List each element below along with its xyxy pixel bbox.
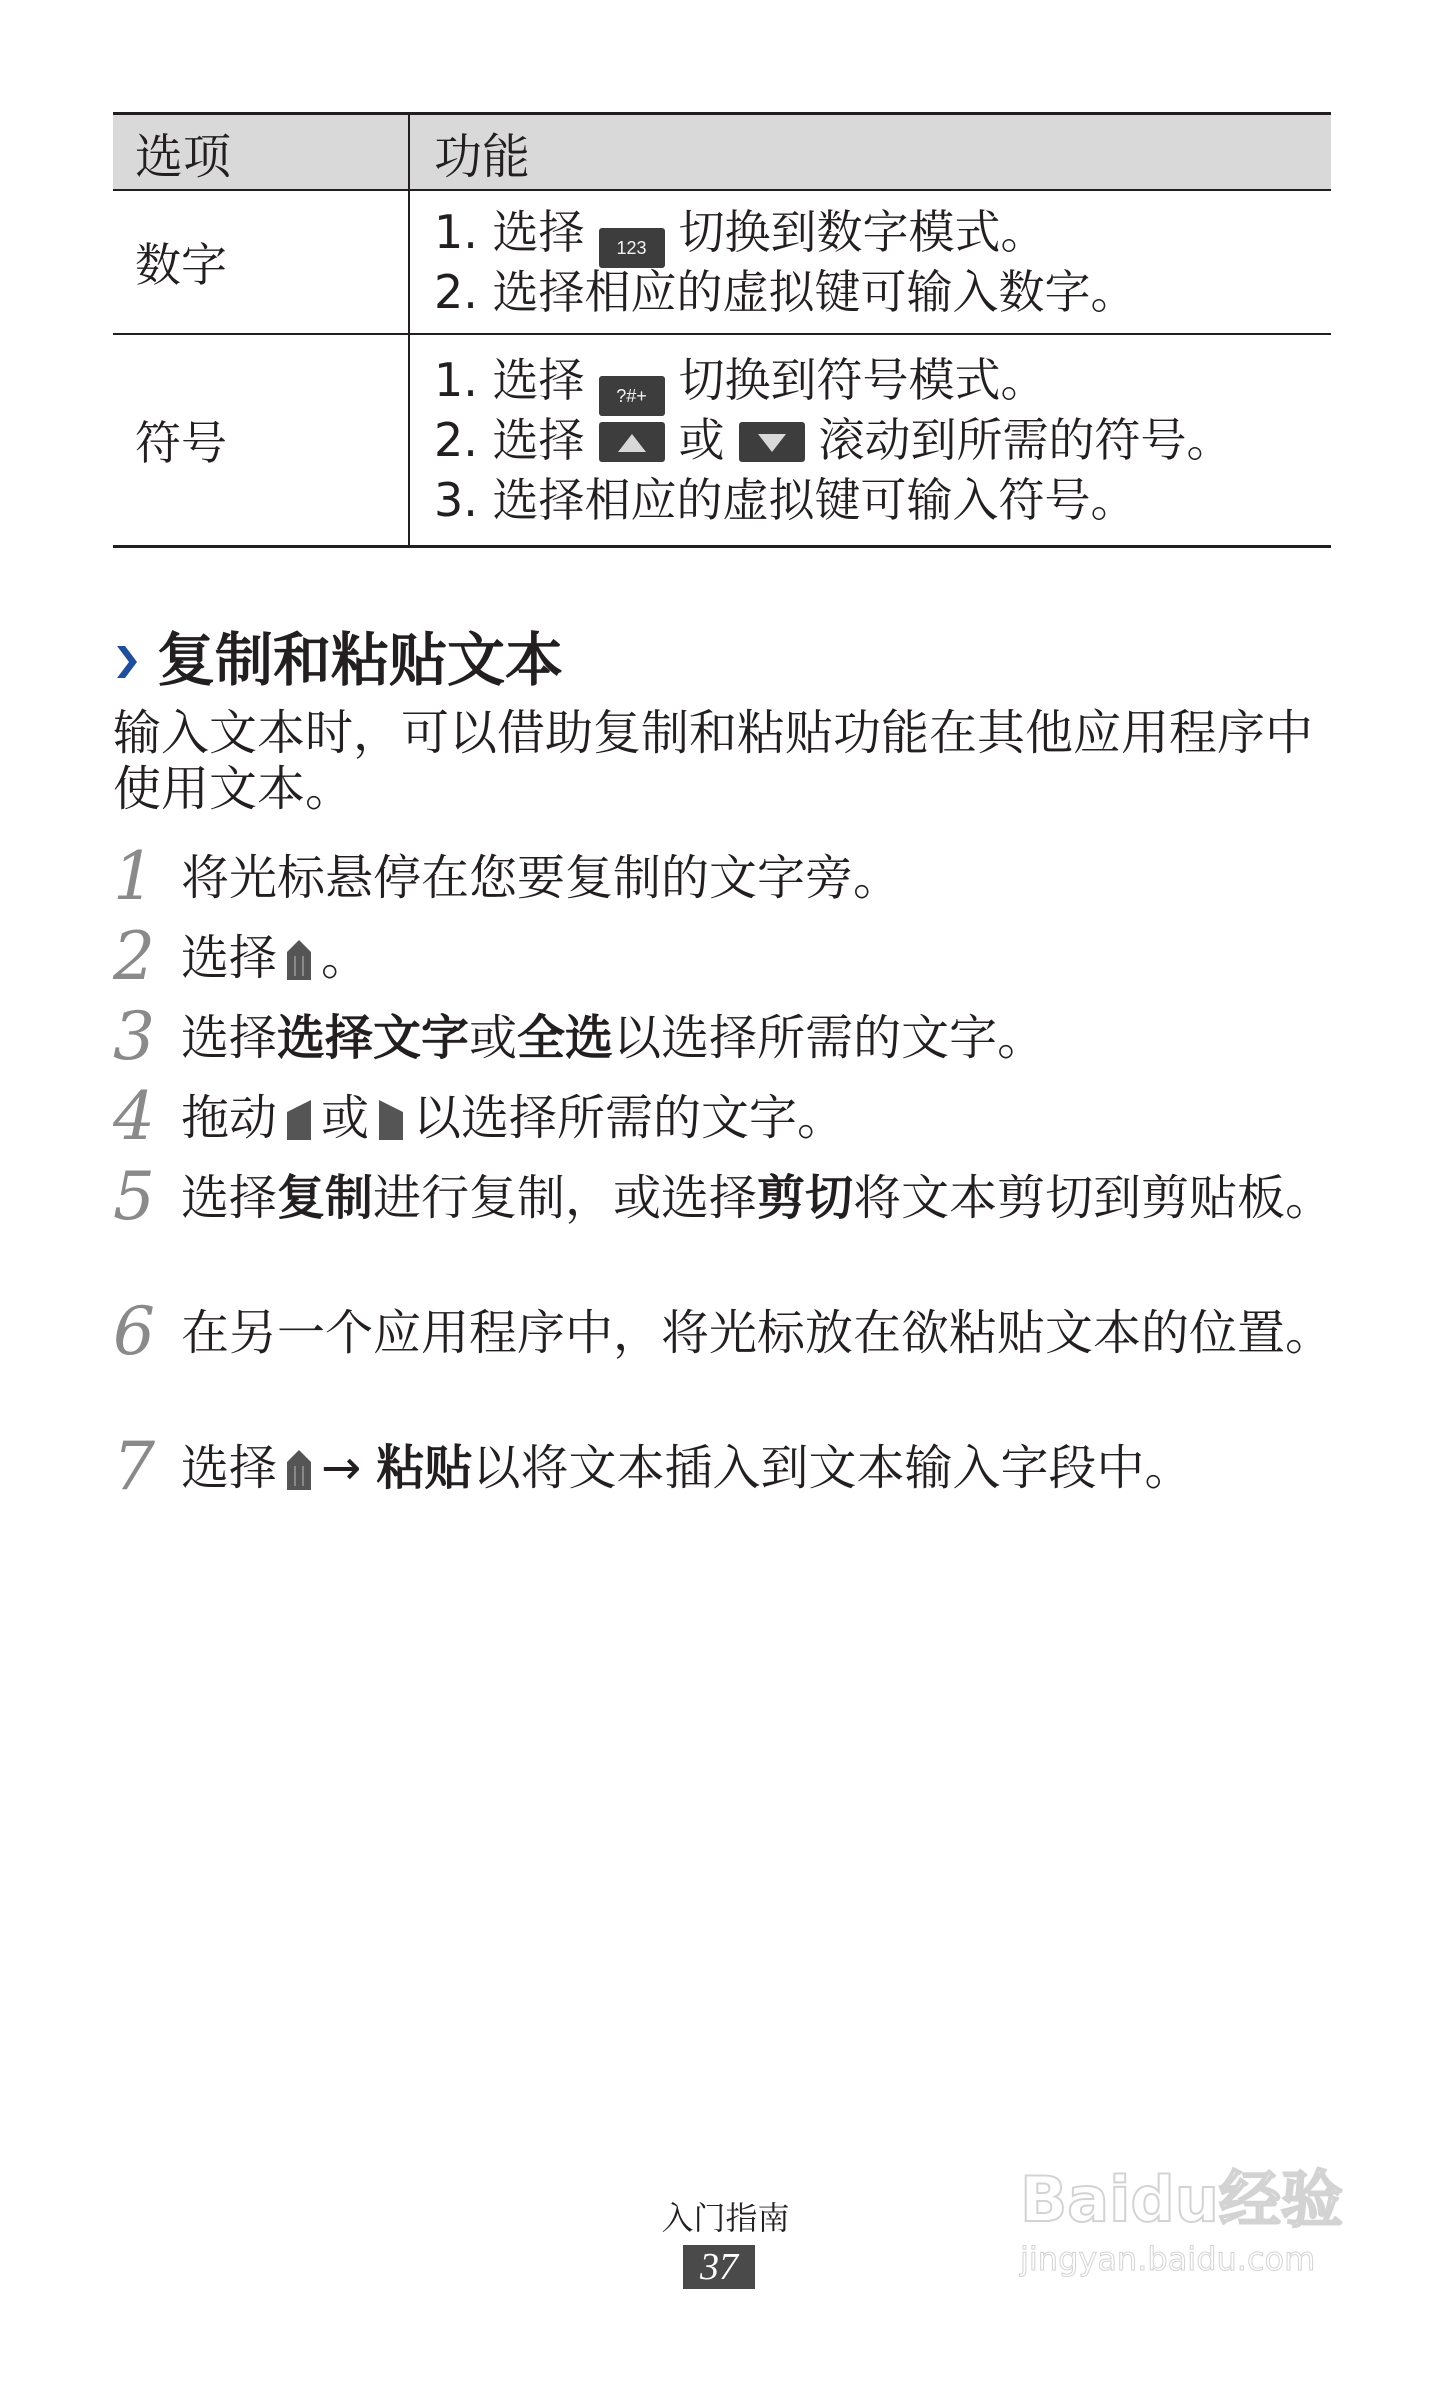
step-number: 1 xyxy=(113,838,155,915)
step-number: 3 xyxy=(113,998,155,1075)
cursor-handle-icon xyxy=(285,1448,313,1492)
table-header-row xyxy=(113,114,1331,191)
step-number: 7 xyxy=(113,1428,155,1505)
instruction-line xyxy=(434,202,1331,262)
ui-term: 粘贴 xyxy=(376,1440,473,1496)
step-text: 选择 → 粘贴以将文本插入到文本输入字段中。 xyxy=(181,1440,1193,1496)
step-number: 2 xyxy=(113,918,155,995)
watermark-logo: Baidu经验 xyxy=(1020,2163,1343,2236)
section-intro: 输入文本时，可以借助复制和粘贴功能在其他应用程序中使用文本。 xyxy=(113,705,1314,817)
right-selection-handle-icon xyxy=(377,1098,405,1142)
options-table xyxy=(113,112,1331,548)
cursor-handle-icon xyxy=(285,938,313,982)
ui-term: 复制 xyxy=(277,1170,374,1226)
scroll-up-key-icon xyxy=(599,422,665,462)
step-text: 将光标悬停在您要复制的文字旁。 xyxy=(181,850,902,906)
watermark-url: jingyan.baidu.com xyxy=(1020,2240,1316,2278)
instruction-text: 2. 选择 xyxy=(434,413,585,467)
section-title-text: 复制和粘贴文本 xyxy=(157,626,564,694)
instruction-text: 1. 选择 xyxy=(434,205,585,259)
scroll-down-key-icon xyxy=(739,422,805,462)
instruction-text: 切换到符号模式。 xyxy=(678,353,1047,407)
step-text: 选择选择文字或全选以选择所需的文字。 xyxy=(181,1010,1046,1066)
step-number: 4 xyxy=(113,1078,155,1155)
table-row xyxy=(113,190,1331,334)
instruction-line: 2. 选择相应的虚拟键可输入数字。 xyxy=(434,265,1137,319)
instruction-line xyxy=(434,410,1331,470)
page-number: 37 xyxy=(683,2245,755,2289)
option-cell: 数字 xyxy=(113,190,409,334)
function-cell xyxy=(409,190,1331,334)
header-function: 功能 xyxy=(409,114,1331,191)
chevron-right-icon xyxy=(113,642,141,682)
step-text: 拖动 或 以选择所需的文字。 xyxy=(181,1090,846,1146)
symbol-mode-key-icon: ?#+ xyxy=(599,376,665,416)
instruction-text: 切换到数字模式。 xyxy=(678,205,1047,259)
ui-term: 选择文字 xyxy=(277,1010,470,1066)
step-number: 6 xyxy=(113,1293,155,1370)
step-text: 选择复制进行复制，或选择剪切将文本剪切到剪贴板。 xyxy=(181,1170,1334,1226)
step-text: 选择 。 xyxy=(181,930,370,986)
ui-term: 剪切 xyxy=(757,1170,854,1226)
step-text: 在另一个应用程序中，将光标放在欲粘贴文本的位置。 xyxy=(181,1305,1334,1361)
instruction-line xyxy=(434,350,1331,410)
table-row xyxy=(113,334,1331,547)
function-cell xyxy=(409,334,1331,547)
instruction-text: 滚动到所需的符号。 xyxy=(818,413,1233,467)
footer-section-label: 入门指南 xyxy=(661,2199,790,2237)
header-option: 选项 xyxy=(113,114,409,191)
left-selection-handle-icon xyxy=(285,1098,313,1142)
instruction-text: 或 xyxy=(678,413,725,467)
instruction-line: 3. 选择相应的虚拟键可输入符号。 xyxy=(434,473,1137,527)
section-title xyxy=(113,620,563,700)
option-cell: 符号 xyxy=(135,416,227,470)
numeric-mode-key-icon: 123 xyxy=(599,228,665,268)
ui-term: 全选 xyxy=(517,1010,614,1066)
watermark xyxy=(1010,2140,1370,2300)
instruction-text: 1. 选择 xyxy=(434,353,585,407)
step-number: 5 xyxy=(113,1158,155,1235)
